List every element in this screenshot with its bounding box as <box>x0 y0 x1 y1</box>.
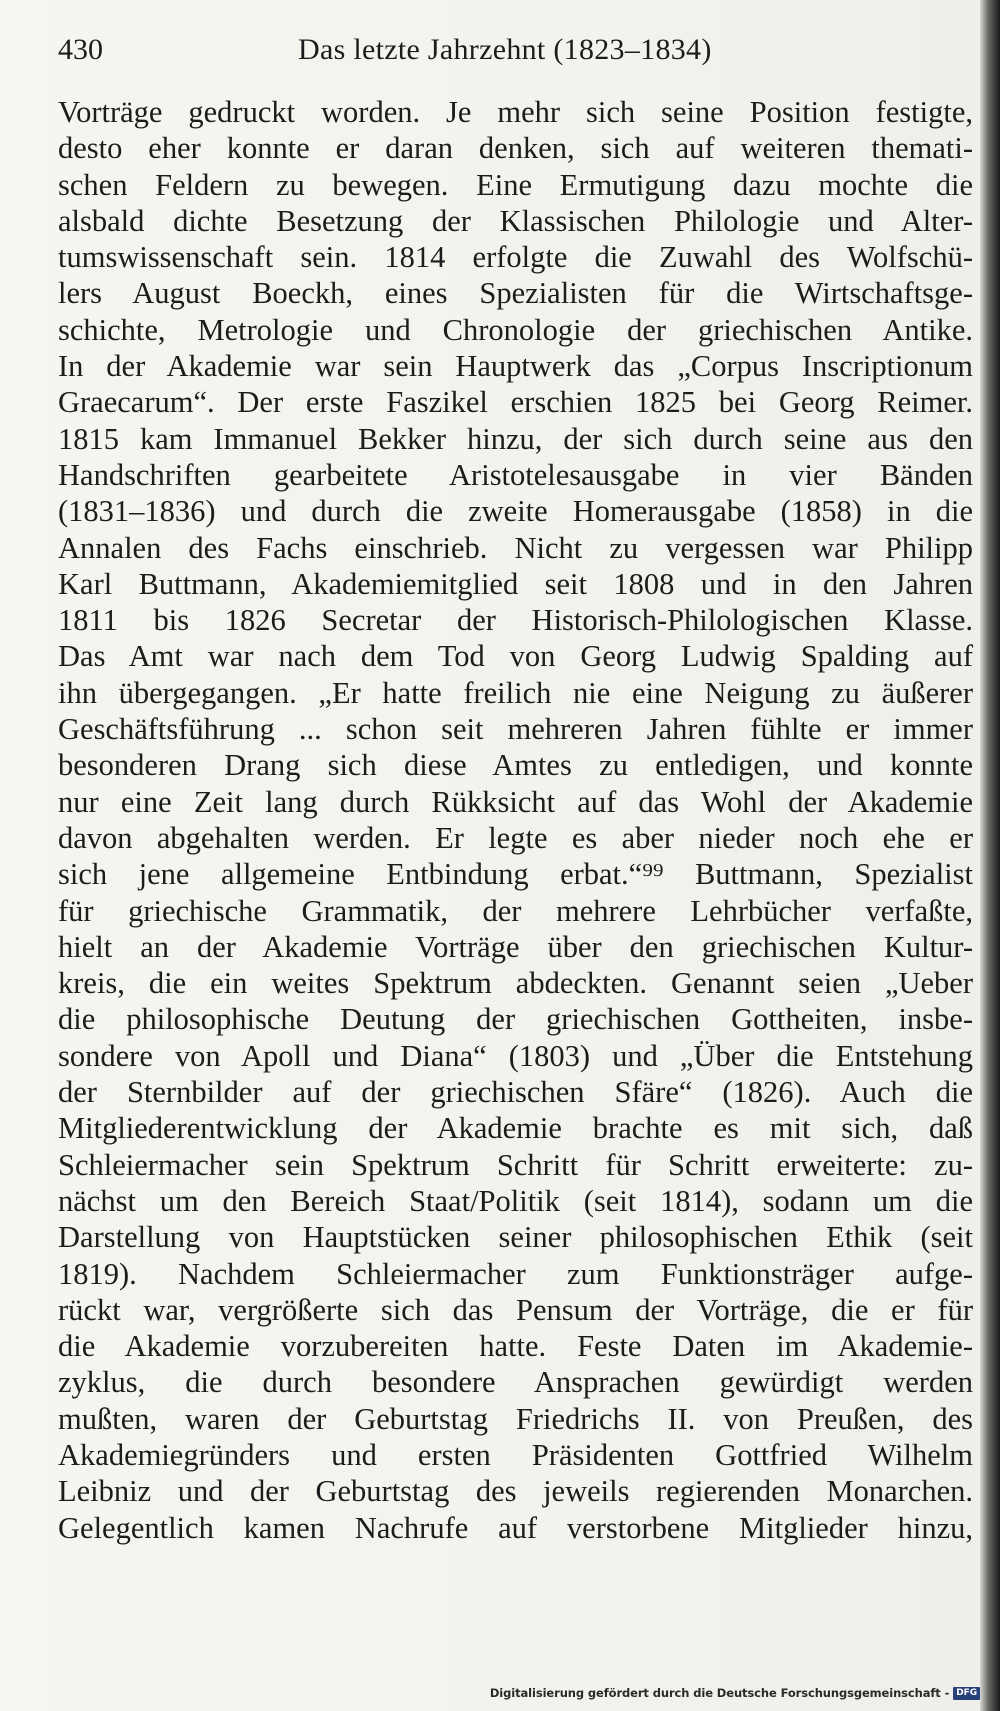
text-line: Leibniz und der Geburtstag des jeweils regierenden Monarchen. <box>58 1474 973 1509</box>
text-line: nächst um den Bereich Staat/Politik (seit 1814), sodann um die <box>58 1183 973 1218</box>
digitization-credit <box>490 1685 980 1701</box>
page-header <box>58 28 968 72</box>
text-line: Gelegentlich kamen Nachrufe auf verstorbene Mitglieder hinzu, <box>58 1510 973 1545</box>
text-line: mußten, waren der Geburtstag Friedrichs II. von Preußen, des <box>58 1401 973 1436</box>
text-line: hielt an der Akademie Vorträge über den griechischen Kultur- <box>58 929 973 964</box>
text-line: desto eher konnte er daran denken, sich auf weiteren themati- <box>58 131 973 166</box>
text-line: sondere von Apoll und Diana“ (1803) und „Über die Entstehung <box>58 1038 973 1073</box>
text-line: davon abgehalten werden. Er legte es aber nieder noch ehe er <box>58 820 973 855</box>
text-line: schichte, Metrologie und Chronologie der griechischen Antike. <box>58 312 973 347</box>
running-title: Das letzte Jahrzehnt (1823–1834) <box>298 33 712 66</box>
text-line: Schleiermacher sein Spektrum Schritt für Schritt erweiterte: zu- <box>58 1147 973 1182</box>
dfg-logo-icon: DFG <box>953 1687 980 1700</box>
text-line: tumswissenschaft sein. 1814 erfolgte die Zuwahl des Wolfschü- <box>58 240 973 275</box>
text-line: die philosophische Deutung der griechischen Gottheiten, insbe- <box>58 1002 973 1037</box>
text-line: Akademiegründers und ersten Präsidenten Gottfried Wilhelm <box>58 1437 973 1472</box>
text-line: 1811 bis 1826 Secretar der Historisch-Philologischen Klasse. <box>58 603 973 638</box>
credit-text: Digitalisierung gefördert durch die Deutsche Forschungsgemeinschaft - <box>489 1686 950 1700</box>
text-line: rückt war, vergrößerte sich das Pensum der Vorträge, die er für <box>58 1292 973 1327</box>
text-line: alsbald dichte Besetzung der Klassischen Philologie und Alter- <box>58 203 973 238</box>
text-line: Das Amt war nach dem Tod von Georg Ludwig Spalding auf <box>58 639 973 674</box>
body-text <box>58 94 973 1546</box>
text-line: Darstellung von Hauptstücken seiner philosophischen Ethik (seit <box>58 1220 973 1255</box>
text-line: lers August Boeckh, eines Spezialisten für die Wirtschaftsge- <box>58 276 973 311</box>
text-line: Karl Buttmann, Akademiemitglied seit 1808 und in den Jahren <box>58 566 973 601</box>
text-line: 1819). Nachdem Schleiermacher zum Funktionsträger aufge- <box>58 1256 973 1291</box>
text-line: nur eine Zeit lang durch Rükksicht auf das Wohl der Akademie <box>58 784 973 819</box>
page-edge-shadow <box>980 0 1000 1711</box>
text-line: für griechische Grammatik, der mehrere Lehrbücher verfaßte, <box>58 893 973 928</box>
text-line: Graecarum“. Der erste Faszikel erschien 1825 bei Georg Reimer. <box>58 385 973 420</box>
text-line: Mitgliederentwicklung der Akademie brachte es mit sich, daß <box>58 1111 973 1146</box>
text-line: Vorträge gedruckt worden. Je mehr sich seine Position festigte, <box>58 95 973 129</box>
text-line: (1831–1836) und durch die zweite Homerausgabe (1858) in die <box>58 494 973 529</box>
text-line: 1815 kam Immanuel Bekker hinzu, der sich durch seine aus den <box>58 421 973 456</box>
text-line: kreis, die ein weites Spektrum abdeckten. Genannt seien „Ueber <box>58 966 973 1001</box>
text-line: besonderen Drang sich diese Amtes zu entledigen, und konnte <box>58 748 973 783</box>
text-line: Handschriften gearbeitete Aristotelesausgabe in vier Bänden <box>58 457 973 492</box>
text-line: die Akademie vorzubereiten hatte. Feste Daten im Akademie- <box>58 1329 973 1364</box>
text-line: der Sternbilder auf der griechischen Sfäre“ (1826). Auch die <box>58 1075 973 1110</box>
text-line: ihn übergegangen. „Er hatte freilich nie eine Neigung zu äußerer <box>58 675 973 710</box>
text-line: Annalen des Fachs einschrieb. Nicht zu vergessen war Philipp <box>58 530 973 565</box>
text-line: zyklus, die durch besondere Ansprachen gewürdigt werden <box>58 1365 973 1400</box>
text-line: Geschäftsführung ... schon seit mehreren Jahren fühlte er immer <box>58 712 973 747</box>
page-number: 430 <box>58 33 103 66</box>
text-line: In der Akademie war sein Hauptwerk das „Corpus Inscriptionum <box>58 349 973 384</box>
text-line: schen Feldern zu bewegen. Eine Ermutigung dazu mochte die <box>58 167 973 202</box>
text-line: sich jene allgemeine Entbindung erbat.“⁹⁹ Buttmann, Spezialist <box>58 857 973 892</box>
